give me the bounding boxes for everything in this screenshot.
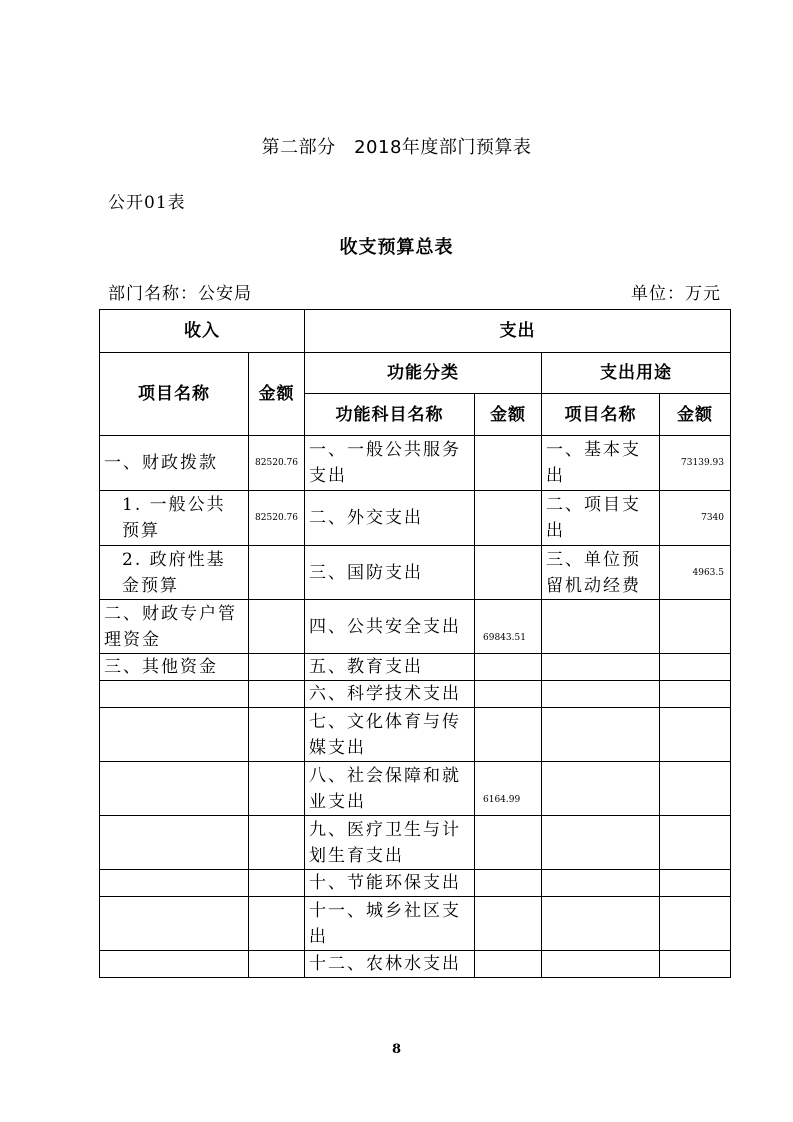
functional-amount	[475, 436, 542, 491]
functional-amount: 6164.99	[475, 762, 542, 816]
use-item	[542, 762, 660, 816]
table-row	[100, 681, 731, 708]
use-item: 一、基本支出	[542, 436, 660, 491]
income-item: 一、财政拨款	[100, 436, 249, 491]
table-row	[100, 951, 731, 978]
income-amount	[249, 951, 305, 978]
income-amount	[249, 654, 305, 681]
income-amount	[249, 708, 305, 762]
table-row	[100, 762, 731, 816]
budget-summary-table	[99, 309, 731, 978]
income-amount: 82520.76	[249, 491, 305, 546]
use-amount	[660, 816, 731, 870]
table-row	[100, 654, 731, 681]
income-amount	[249, 897, 305, 951]
unit-label: 单位：万元	[631, 284, 721, 304]
income-item	[100, 708, 249, 762]
use-item	[542, 951, 660, 978]
table-row	[100, 436, 731, 491]
income-amount: 82520.76	[249, 436, 305, 491]
functional-class-header: 功能分类	[305, 353, 542, 394]
use-item: 三、单位预留机动经费	[542, 546, 660, 600]
functional-item-name-header: 功能科目名称	[305, 394, 475, 436]
income-header: 收入	[100, 310, 305, 353]
use-item-name-header: 项目名称	[542, 394, 660, 436]
income-amount	[249, 546, 305, 600]
functional-amount	[475, 681, 542, 708]
functional-amount-header: 金额	[475, 394, 542, 436]
table-row	[100, 708, 731, 762]
use-amount	[660, 681, 731, 708]
department-name: 部门名称：公安局	[108, 284, 252, 304]
income-item: 2. 政府性基金预算	[100, 546, 249, 600]
functional-amount	[475, 870, 542, 897]
income-item: 二、财政专户管理资金	[100, 600, 249, 654]
income-item: 三、其他资金	[100, 654, 249, 681]
functional-amount	[475, 654, 542, 681]
table-row	[100, 816, 731, 870]
use-item	[542, 654, 660, 681]
functional-amount	[475, 897, 542, 951]
table-row	[100, 870, 731, 897]
use-item	[542, 870, 660, 897]
functional-item: 七、文化体育与传媒支出	[305, 708, 475, 762]
functional-item: 一、一般公共服务支出	[305, 436, 475, 491]
use-item: 二、项目支出	[542, 491, 660, 546]
use-amount	[660, 654, 731, 681]
table-row	[100, 897, 731, 951]
income-item	[100, 870, 249, 897]
part-title: 第二部分 2018年度部门预算表	[261, 137, 532, 158]
income-item	[100, 762, 249, 816]
use-item	[542, 681, 660, 708]
table-row	[100, 600, 731, 654]
use-amount	[660, 708, 731, 762]
expense-use-header: 支出用途	[542, 353, 731, 394]
functional-item: 八、社会保障和就业支出	[305, 762, 475, 816]
expense-header: 支出	[305, 310, 731, 353]
income-amount	[249, 870, 305, 897]
use-amount	[660, 951, 731, 978]
table-row	[100, 491, 731, 546]
table-title: 收支预算总表	[339, 237, 454, 258]
income-item	[100, 951, 249, 978]
use-amount: 7340	[660, 491, 731, 546]
functional-amount: 69843.51	[475, 600, 542, 654]
income-item	[100, 816, 249, 870]
functional-amount	[475, 708, 542, 762]
use-amount	[660, 897, 731, 951]
table-code-label: 公开01表	[108, 193, 186, 213]
use-amount: 4963.5	[660, 546, 731, 600]
use-item	[542, 708, 660, 762]
functional-item: 十、节能环保支出	[305, 870, 475, 897]
use-item	[542, 897, 660, 951]
functional-item: 九、医疗卫生与计划生育支出	[305, 816, 475, 870]
use-amount	[660, 600, 731, 654]
functional-item: 四、公共安全支出	[305, 600, 475, 654]
functional-item: 五、教育支出	[305, 654, 475, 681]
income-amount	[249, 681, 305, 708]
use-item	[542, 600, 660, 654]
functional-amount	[475, 816, 542, 870]
functional-item: 十一、城乡社区支出	[305, 897, 475, 951]
functional-item: 六、科学技术支出	[305, 681, 475, 708]
functional-amount	[475, 951, 542, 978]
use-amount: 73139.93	[660, 436, 731, 491]
income-amount	[249, 816, 305, 870]
income-item: 1. 一般公共预算	[100, 491, 249, 546]
page-number: 8	[391, 1042, 402, 1057]
income-amount-header: 金额	[249, 353, 305, 436]
use-amount-header: 金额	[660, 394, 731, 436]
income-amount	[249, 762, 305, 816]
income-item	[100, 681, 249, 708]
functional-amount	[475, 491, 542, 546]
functional-item: 三、国防支出	[305, 546, 475, 600]
functional-item: 二、外交支出	[305, 491, 475, 546]
use-amount	[660, 762, 731, 816]
income-item-name-header: 项目名称	[100, 353, 249, 436]
income-amount	[249, 600, 305, 654]
functional-amount	[475, 546, 542, 600]
use-amount	[660, 870, 731, 897]
table-row	[100, 546, 731, 600]
use-item	[542, 816, 660, 870]
functional-item: 十二、农林水支出	[305, 951, 475, 978]
income-item	[100, 897, 249, 951]
